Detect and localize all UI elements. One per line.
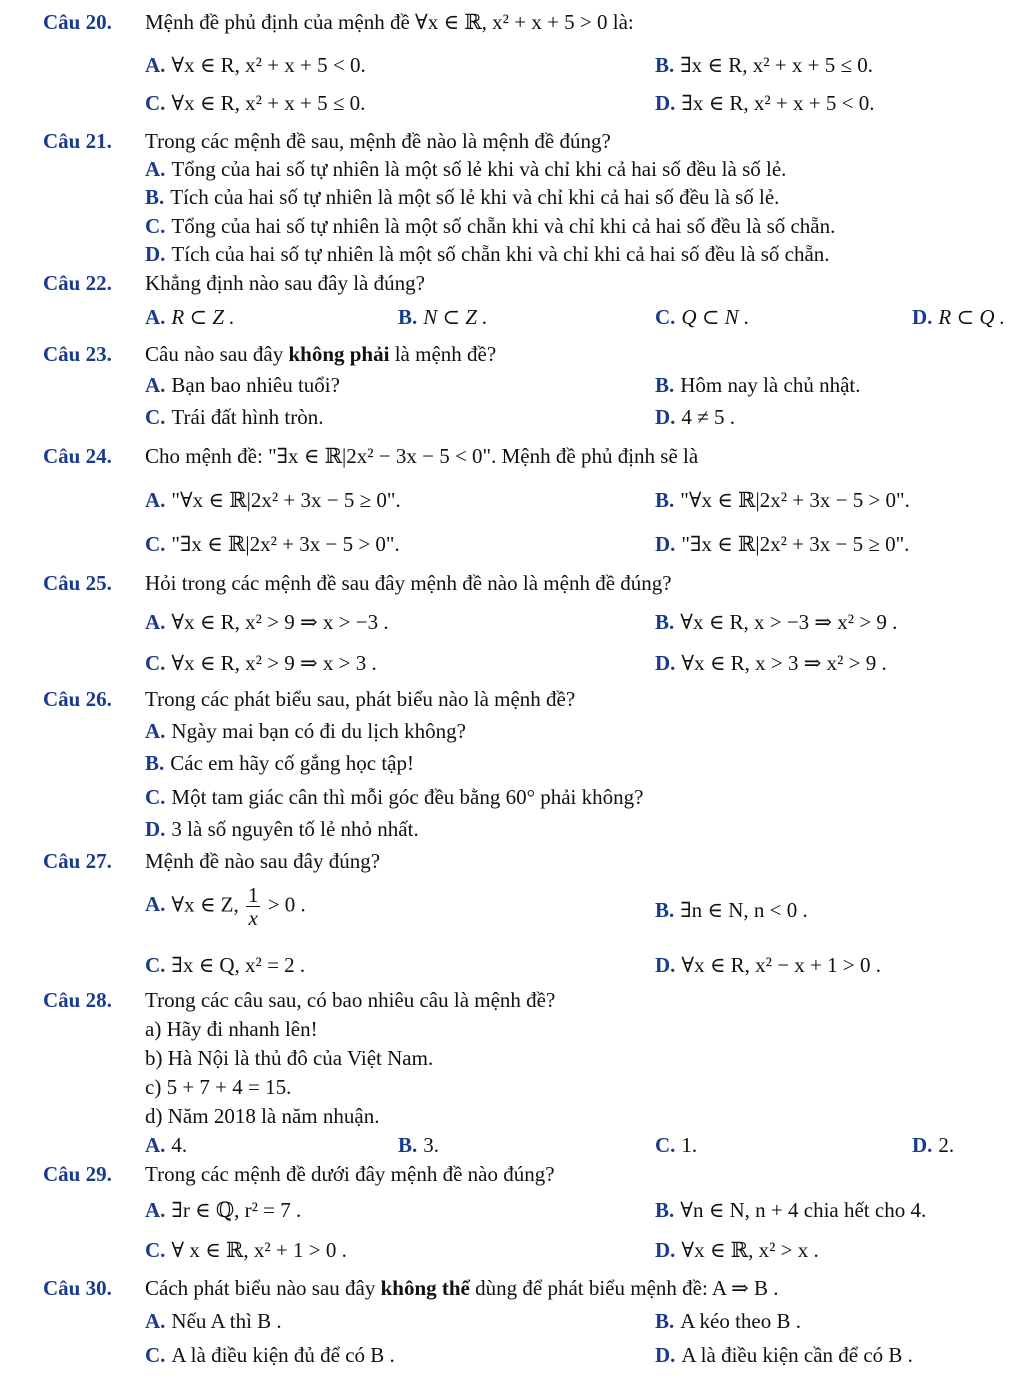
option-label: B. bbox=[655, 1309, 675, 1333]
option-label: D. bbox=[145, 817, 166, 841]
question-number: Câu 25. bbox=[43, 571, 112, 595]
option-label: D. bbox=[655, 953, 676, 977]
option-label: B. bbox=[145, 185, 165, 209]
option-d bbox=[655, 650, 887, 676]
option-b bbox=[145, 184, 779, 210]
option-c bbox=[145, 404, 323, 430]
option-label: C. bbox=[145, 651, 166, 675]
option-label: A. bbox=[145, 157, 166, 181]
stem-text: là mệnh đề? bbox=[389, 342, 497, 366]
question-number: Câu 28. bbox=[43, 988, 112, 1012]
option-d bbox=[145, 816, 419, 842]
option-d bbox=[655, 1237, 819, 1263]
option-text: ∃x ∈ R, x² + x + 5 < 0. bbox=[681, 91, 875, 115]
option-b bbox=[655, 487, 910, 513]
option-label: A. bbox=[145, 53, 166, 77]
option-label: B. bbox=[398, 305, 418, 329]
option-b bbox=[655, 1197, 926, 1223]
option-label: C. bbox=[145, 1343, 166, 1367]
question-stem: Cho mệnh đề: "∃x ∈ ℝ|2x² − 3x − 5 < 0". Mệnh đề phủ định sẽ là bbox=[145, 444, 699, 468]
option-label: C. bbox=[145, 214, 166, 238]
question-stem: Mệnh đề phủ định của mệnh đề ∀x ∈ ℝ, x² + x + 5 > 0 là: bbox=[145, 10, 634, 34]
option-a bbox=[145, 1308, 282, 1334]
option-b bbox=[655, 609, 897, 635]
question-stem: Hỏi trong các mệnh đề sau đây mệnh đề nào là mệnh đề đúng? bbox=[145, 571, 672, 595]
option-label: C. bbox=[145, 532, 166, 556]
question-number: Câu 20. bbox=[43, 10, 112, 34]
option-text: ∀x ∈ R, x² + x + 5 < 0. bbox=[171, 53, 366, 77]
option-label: B. bbox=[655, 488, 675, 512]
option-text: Ngày mai bạn có đi du lịch không? bbox=[171, 719, 466, 743]
option-text: 4 ≠ 5 . bbox=[681, 405, 735, 429]
option-text: ∀x ∈ Z, bbox=[171, 892, 244, 917]
option-b bbox=[655, 52, 873, 78]
option-d bbox=[145, 241, 830, 267]
option-label: A. bbox=[145, 610, 166, 634]
stem-emphasis: không phải bbox=[288, 342, 390, 366]
option-text: ∀x ∈ R, x > 3 ⇒ x² > 9 . bbox=[681, 651, 887, 675]
option-c bbox=[145, 1237, 347, 1263]
stem-text: Cách phát biểu nào sau đây bbox=[145, 1276, 381, 1300]
question-stem: Trong các mệnh đề dưới đây mệnh đề nào đúng? bbox=[145, 1162, 555, 1186]
option-a bbox=[145, 52, 366, 78]
option-text: ∀x ∈ R, x² > 9 ⇒ x > −3 . bbox=[171, 610, 389, 634]
fraction-numerator: 1 bbox=[247, 883, 259, 907]
fraction bbox=[246, 884, 261, 929]
option-text: Các em hãy cố gắng học tập! bbox=[170, 751, 415, 775]
option-text: Một tam giác cân thì mỗi góc đều bằng 60° phải không? bbox=[171, 785, 644, 809]
option-label: A. bbox=[145, 719, 166, 743]
option-label: C. bbox=[145, 953, 166, 977]
option-text: ∃n ∈ N, n < 0 . bbox=[680, 898, 808, 922]
question-number: Câu 24. bbox=[43, 444, 112, 468]
option-a bbox=[145, 372, 340, 398]
question-stem: Trong các phát biểu sau, phát biểu nào là mệnh đề? bbox=[145, 687, 576, 711]
option-c bbox=[145, 650, 377, 676]
option-c bbox=[145, 952, 305, 978]
option-c bbox=[145, 90, 365, 116]
option-label: D. bbox=[145, 242, 166, 266]
option-text: ∃r ∈ ℚ, r² = 7 . bbox=[171, 1198, 302, 1222]
option-text: Tổng của hai số tự nhiên là một số lẻ khi và chỉ khi cả hai số đều là số lẻ. bbox=[171, 157, 787, 181]
option-text: 1. bbox=[681, 1133, 698, 1157]
fraction-denominator: x bbox=[248, 906, 258, 930]
option-label: A. bbox=[145, 1309, 166, 1333]
option-a bbox=[145, 718, 466, 744]
option-d bbox=[655, 1342, 913, 1368]
question-number: Câu 29. bbox=[43, 1162, 112, 1186]
option-text: N ⊂ Z . bbox=[423, 305, 488, 329]
option-text: ∀x ∈ R, x > −3 ⇒ x² > 9 . bbox=[680, 610, 898, 634]
option-text: 3. bbox=[423, 1133, 440, 1157]
option-c bbox=[145, 531, 400, 557]
option-text: ∀x ∈ ℝ, x² > x . bbox=[681, 1238, 819, 1262]
option-b bbox=[655, 897, 808, 923]
option-a bbox=[145, 1197, 301, 1223]
option-text: ∀x ∈ R, x² − x + 1 > 0 . bbox=[681, 953, 881, 977]
option-text: > 0 . bbox=[262, 892, 306, 917]
statement-item: d) Năm 2018 là năm nhuận. bbox=[145, 1104, 380, 1128]
option-text: "∀x ∈ ℝ|2x² + 3x − 5 ≥ 0". bbox=[171, 488, 401, 512]
option-d bbox=[655, 90, 874, 116]
question-stem: Trong các mệnh đề sau, mệnh đề nào là mệnh đề đúng? bbox=[145, 129, 611, 153]
option-a bbox=[145, 156, 786, 182]
option-a bbox=[145, 1132, 187, 1158]
option-c bbox=[145, 1342, 395, 1368]
question-number: Câu 23. bbox=[43, 342, 112, 366]
option-label: B. bbox=[398, 1133, 418, 1157]
question-number: Câu 27. bbox=[43, 849, 112, 873]
option-label: A. bbox=[145, 305, 166, 329]
option-text: ∃x ∈ Q, x² = 2 . bbox=[171, 953, 306, 977]
option-label: D. bbox=[655, 651, 676, 675]
statement-item: b) Hà Nội là thủ đô của Việt Nam. bbox=[145, 1046, 434, 1070]
statement-item: c) 5 + 7 + 4 = 15. bbox=[145, 1075, 292, 1099]
option-label: D. bbox=[655, 1238, 676, 1262]
option-label: B. bbox=[655, 898, 675, 922]
option-text: Bạn bao nhiêu tuổi? bbox=[171, 373, 340, 397]
option-text: R ⊂ Z . bbox=[171, 305, 235, 329]
option-label: A. bbox=[145, 488, 166, 512]
option-label: D. bbox=[655, 405, 676, 429]
option-label: C. bbox=[655, 305, 676, 329]
option-c bbox=[655, 304, 749, 330]
option-text: A kéo theo B . bbox=[680, 1309, 802, 1333]
option-label: D. bbox=[655, 532, 676, 556]
option-d bbox=[912, 304, 1005, 330]
question-number: Câu 22. bbox=[43, 271, 112, 295]
option-text: 2. bbox=[938, 1133, 955, 1157]
option-c bbox=[145, 784, 643, 810]
stem-text: Câu nào sau đây bbox=[145, 342, 289, 366]
question-stem: Khẳng định nào sau đây là đúng? bbox=[145, 271, 425, 295]
option-a bbox=[145, 304, 235, 330]
option-text: ∀x ∈ R, x² + x + 5 ≤ 0. bbox=[171, 91, 366, 115]
option-a bbox=[145, 884, 306, 929]
option-text: R ⊂ Q . bbox=[938, 305, 1006, 329]
option-label: A. bbox=[145, 1198, 166, 1222]
question-number: Câu 21. bbox=[43, 129, 112, 153]
option-c bbox=[145, 213, 835, 239]
question-stem bbox=[145, 1275, 779, 1301]
option-text: ∀n ∈ N, n + 4 chia hết cho 4. bbox=[680, 1198, 927, 1222]
option-text: Tích của hai số tự nhiên là một số lẻ khi và chỉ khi cả hai số đều là số lẻ. bbox=[170, 185, 780, 209]
option-label: B. bbox=[655, 1198, 675, 1222]
option-text: 4. bbox=[171, 1133, 188, 1157]
option-text: ∃x ∈ R, x² + x + 5 ≤ 0. bbox=[680, 53, 873, 77]
option-text: Nếu A thì B . bbox=[171, 1309, 282, 1333]
option-text: A là điều kiện cần để có B . bbox=[681, 1343, 913, 1367]
option-b bbox=[145, 750, 414, 776]
option-label: B. bbox=[655, 610, 675, 634]
option-label: B. bbox=[655, 53, 675, 77]
option-b bbox=[655, 1308, 801, 1334]
option-label: D. bbox=[655, 1343, 676, 1367]
option-a bbox=[145, 487, 401, 513]
option-text: Hôm nay là chủ nhật. bbox=[680, 373, 861, 397]
option-d bbox=[655, 531, 909, 557]
option-text: "∀x ∈ ℝ|2x² + 3x − 5 > 0". bbox=[680, 488, 910, 512]
option-d bbox=[912, 1132, 954, 1158]
option-text: "∃x ∈ ℝ|2x² + 3x − 5 ≥ 0". bbox=[681, 532, 910, 556]
question-number: Câu 30. bbox=[43, 1276, 112, 1300]
option-text: ∀x ∈ R, x² > 9 ⇒ x > 3 . bbox=[171, 651, 377, 675]
option-b bbox=[655, 372, 860, 398]
option-text: Tích của hai số tự nhiên là một số chẵn khi và chỉ khi cả hai số đều là số chẵn. bbox=[171, 242, 830, 266]
option-b bbox=[398, 304, 488, 330]
option-label: D. bbox=[912, 1133, 933, 1157]
option-text: "∃x ∈ ℝ|2x² + 3x − 5 > 0". bbox=[171, 532, 400, 556]
question-stem: Mệnh đề nào sau đây đúng? bbox=[145, 849, 381, 873]
option-label: D. bbox=[655, 91, 676, 115]
question-stem bbox=[145, 341, 496, 367]
question-stem: Trong các câu sau, có bao nhiêu câu là mệnh đề? bbox=[145, 988, 556, 1012]
option-d bbox=[655, 952, 881, 978]
option-text: Q ⊂ N . bbox=[681, 305, 750, 329]
option-text: Tổng của hai số tự nhiên là một số chẵn khi và chỉ khi cả hai số đều là số chẵn. bbox=[171, 214, 836, 238]
option-a bbox=[145, 609, 389, 635]
option-text: ∀ x ∈ ℝ, x² + 1 > 0 . bbox=[171, 1238, 347, 1262]
option-b bbox=[398, 1132, 439, 1158]
option-label: C. bbox=[145, 405, 166, 429]
option-text: A là điều kiện đủ để có B . bbox=[171, 1343, 395, 1367]
option-c bbox=[655, 1132, 697, 1158]
option-label: A. bbox=[145, 1133, 166, 1157]
option-label: B. bbox=[655, 373, 675, 397]
option-text: 3 là số nguyên tố lẻ nhỏ nhất. bbox=[171, 817, 419, 841]
option-label: A. bbox=[145, 373, 166, 397]
option-label: C. bbox=[145, 1238, 166, 1262]
option-label: C. bbox=[655, 1133, 676, 1157]
question-number: Câu 26. bbox=[43, 687, 112, 711]
statement-item: a) Hãy đi nhanh lên! bbox=[145, 1017, 318, 1041]
option-label: B. bbox=[145, 751, 165, 775]
option-text: Trái đất hình tròn. bbox=[171, 405, 324, 429]
option-d bbox=[655, 404, 735, 430]
option-label: C. bbox=[145, 785, 166, 809]
option-label: D. bbox=[912, 305, 933, 329]
stem-emphasis: không thể bbox=[380, 1276, 470, 1300]
stem-text: dùng để phát biểu mệnh đề: A ⇒ B . bbox=[469, 1276, 779, 1300]
option-label: C. bbox=[145, 91, 166, 115]
option-label: A. bbox=[145, 892, 166, 917]
